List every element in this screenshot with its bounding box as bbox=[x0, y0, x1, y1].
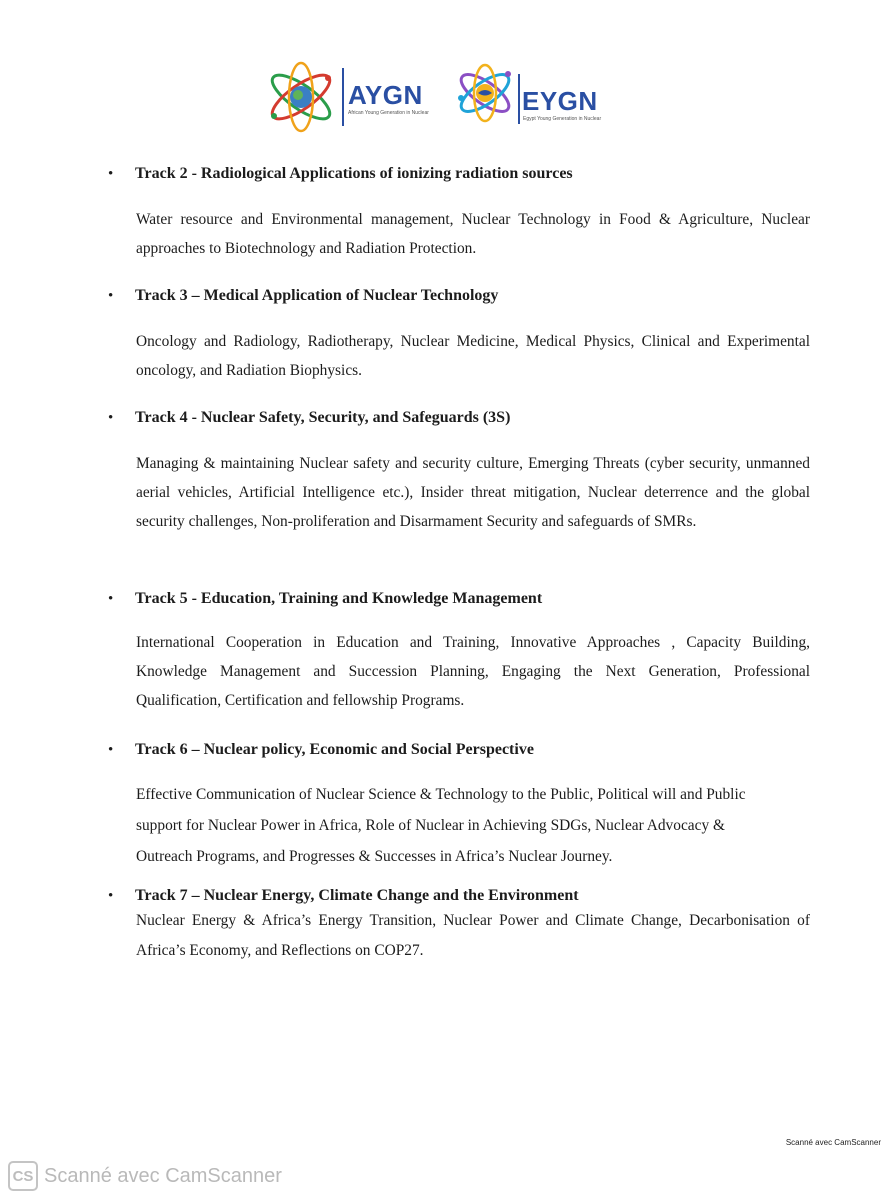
eygn-logo-text: EYGN bbox=[522, 86, 598, 116]
track-description: International Cooperation in Education and Training, Innovative Approaches , Capacity Building, Knowledge Management and Succession Planning, Engaging the Next Generation, Professional Qualification, Certification and fellowship Programs. bbox=[136, 634, 810, 709]
atom-eye-of-horus-logo-icon bbox=[452, 60, 518, 126]
track-title: Track 3 – Medical Application of Nuclear Technology bbox=[135, 287, 499, 304]
track-title: Track 5 - Education, Training and Knowledge Management bbox=[135, 590, 543, 607]
bullet: • bbox=[108, 410, 114, 426]
aygn-logo-text: AYGN bbox=[348, 80, 423, 110]
aygn-logo-subtitle: African Young Generation in Nuclear bbox=[348, 110, 429, 116]
bullet: • bbox=[108, 888, 114, 904]
track-description: Effective Communication of Nuclear Science & Technology to the Public, Political will and Public support for Nuclear Power in Africa, Role of Nuclear in Achieving SDGs, Nuclear Advocacy & Outreach Programs, and Progresses & Successes in Africa’s Nuclear Journey. bbox=[136, 786, 746, 865]
camscanner-small-watermark: Scanné avec CamScanner bbox=[785, 1138, 881, 1147]
eygn-logo-subtitle: Egypt Young Generation in Nuclear bbox=[523, 116, 602, 122]
track-title: Track 4 - Nuclear Safety, Security, and Safeguards (3S) bbox=[135, 409, 511, 426]
track-description: Nuclear Energy & Africa’s Energy Transition, Nuclear Power and Climate Change, Decarbonisation of Africa’s Economy, and Reflections on COP27. bbox=[136, 912, 810, 959]
camscanner-logo-icon: CS bbox=[8, 1161, 38, 1191]
bullet: • bbox=[108, 288, 114, 304]
track-description: Managing & maintaining Nuclear safety and security culture, Emerging Threats (cyber security, unmanned aerial vehicles, Artificial Intelligence etc.), Insider threat mitigation, Nuclear deterrence and the global security challenges, Non-proliferation and Disarmament Security and safeguards of SMRs. bbox=[136, 455, 810, 530]
track-description: Oncology and Radiology, Radiotherapy, Nuclear Medicine, Medical Physics, Clinical and Experimental oncology, and Radiation Biophysics. bbox=[136, 333, 810, 379]
eygn-logo bbox=[452, 60, 612, 130]
header-logos bbox=[262, 58, 622, 138]
bullet: • bbox=[108, 166, 114, 182]
track-description: Water resource and Environmental management, Nuclear Technology in Food & Agriculture, Nuclear approaches to Biotechnology and Radiation Protection. bbox=[136, 211, 810, 257]
track-title: Track 6 – Nuclear policy, Economic and Social Perspective bbox=[135, 741, 534, 758]
bullet: • bbox=[108, 591, 114, 607]
atom-africa-logo-icon bbox=[262, 58, 340, 136]
camscanner-watermark-bar bbox=[8, 1160, 282, 1192]
camscanner-watermark-text: Scanné avec CamScanner bbox=[44, 1164, 282, 1187]
bullet: • bbox=[108, 742, 114, 758]
aygn-logo bbox=[262, 58, 437, 136]
track-title: Track 7 – Nuclear Energy, Climate Change and the Environment bbox=[135, 887, 579, 904]
track-title: Track 2 - Radiological Applications of ionizing radiation sources bbox=[135, 165, 573, 182]
